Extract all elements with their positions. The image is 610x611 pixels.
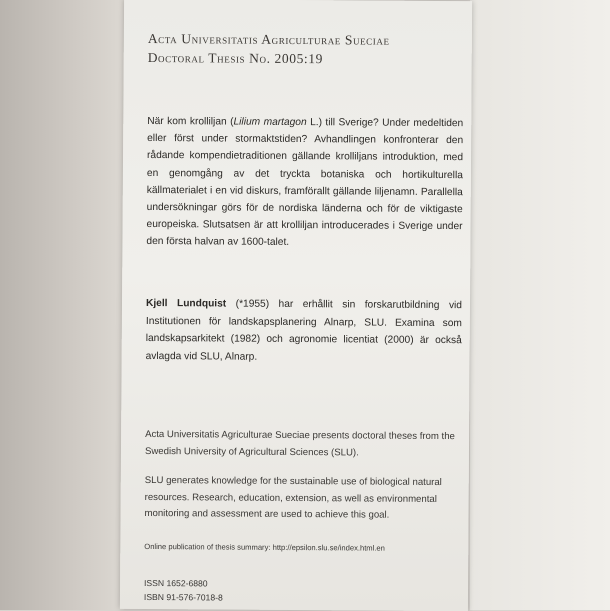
- author-bio: (*1955) har erhållit sin forskarutbildning vid Institutionen för landskapsplanering Alnarp, SLU. Examina som landskapsarkitekt (1982) och agronomie licentiat (2000) är också avlagda vid SLU, Alnarp.: [145, 298, 463, 363]
- background-left: [0, 0, 124, 610]
- abstract-paragraph: [146, 113, 463, 253]
- identifiers: [144, 577, 344, 605]
- author-name: Kjell Lundquist: [145, 297, 227, 310]
- species-name: Lilium martagon: [233, 116, 307, 129]
- online-publication-link: Online publication of thesis summary: http://epsilon.slu.se/index.html.en: [144, 541, 385, 553]
- series-description: Acta Universitatis Agriculturae Sueciae presents doctoral theses from the Swedish University of Agricultural Sciences (SLU).: [144, 428, 455, 459]
- isbn-number: ISBN 91-576-7018-8: [143, 591, 223, 602]
- slu-description: SLU generates knowledge for the sustainable use of biological natural resources. Research, education, extension, as well as environmental monitoring and assessment are used to achieve this goal.: [144, 474, 442, 521]
- book-back-cover: [120, 0, 472, 611]
- abstract-text-rest: L.) till Sverige? Under medeltiden eller först under stormaktstiden? Avhandlingen konfronterar den rådande kompendietraditionen gällande krolliljans introduktion, med en genomgång av det tryckta botaniska och hortikulturella källmaterialet i en vid diskurs, framförallt gällande liljenamn. Parallella undersökningar görs för de nordiska länderna och för de viktigaste europeiska. Slutsatsen är att krolliljan introducerades i Sverige under den första halvan av 1600-talet.: [146, 117, 464, 249]
- abstract-text-start: När kom krolliljan (: [147, 115, 234, 128]
- series-line-1: Acta Universitatis Agriculturae Sueciae: [147, 30, 390, 48]
- series-line-2: Doctoral Thesis No. 2005:19: [147, 49, 324, 67]
- issn-number: ISSN 1652-6880: [144, 577, 208, 589]
- author-paragraph: [146, 295, 462, 367]
- series-title: [148, 29, 458, 69]
- background-right: [470, 0, 610, 610]
